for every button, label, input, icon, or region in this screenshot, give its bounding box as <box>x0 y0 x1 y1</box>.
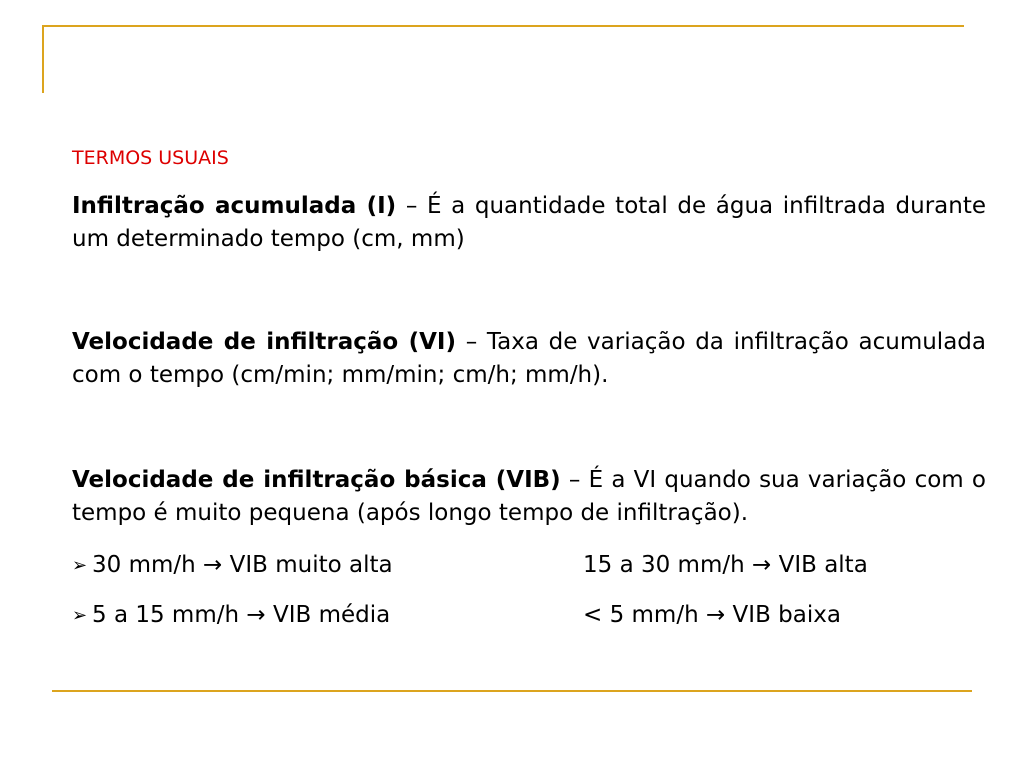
classification-row <box>72 549 972 582</box>
definition-velocidade-infiltracao-basica <box>72 464 986 530</box>
classification-left <box>72 549 393 582</box>
definition-infiltracao-acumulada <box>72 190 986 256</box>
bottom-accent-rule <box>52 690 972 692</box>
definition-term: Velocidade de infiltração básica (VIB) <box>72 467 561 493</box>
classification-left-text: 5 a 15 mm/h → VIB média <box>92 602 391 628</box>
classification-left-text: 30 mm/h → VIB muito alta <box>92 552 393 578</box>
arrowhead-bullet-icon: ➢ <box>72 555 88 576</box>
top-accent-rule <box>42 25 964 27</box>
definition-term: Velocidade de infiltração (VI) <box>72 329 456 355</box>
classification-right: 15 a 30 mm/h → VIB alta <box>583 552 868 578</box>
definition-velocidade-infiltracao <box>72 326 986 392</box>
left-accent-rule <box>42 25 44 93</box>
definition-text: – Taxa de variação da infiltração acumulada com o tempo (cm/min; mm/min; cm/h; mm/h). <box>72 329 986 388</box>
classification-row <box>72 599 972 632</box>
classification-right: < 5 mm/h → VIB baixa <box>583 602 841 628</box>
arrowhead-bullet-icon: ➢ <box>72 605 88 626</box>
definition-term: Infiltração acumulada (I) <box>72 193 397 219</box>
section-heading: TERMOS USUAIS <box>72 147 229 169</box>
classification-left <box>72 599 390 632</box>
definition-text: – É a VI quando sua variação com o tempo é muito pequena (após longo tempo de infiltração). <box>72 467 986 526</box>
definition-text: – É a quantidade total de água infiltrada durante um determinado tempo (cm, mm) <box>72 193 987 252</box>
